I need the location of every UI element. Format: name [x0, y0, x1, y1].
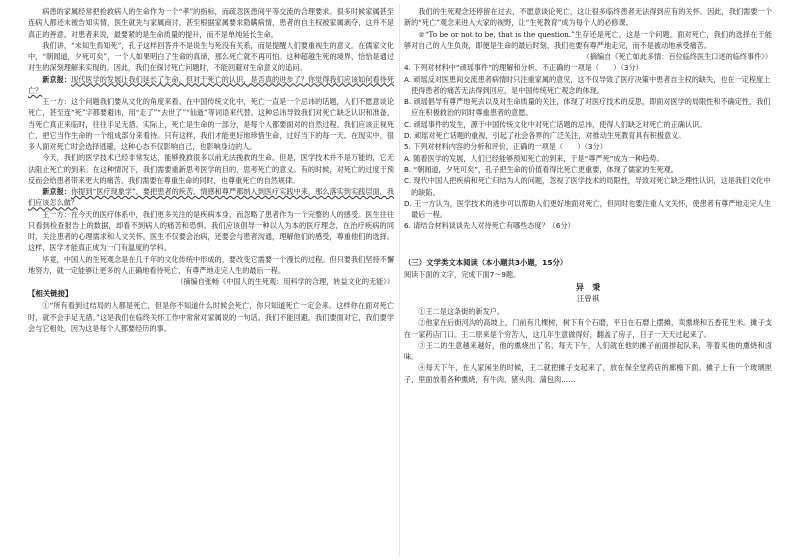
story-title: 异 秉	[575, 282, 601, 292]
answer-space[interactable]	[404, 244, 772, 256]
section-3-header: （三）文学类文本阅读（本小题共3小题，15分）	[404, 257, 568, 267]
related-link-1: ①“所有看到过结局的人都是死亡，但是你不知道什么时候会死亡，你只知道死亡一定会来。这样你在面对死亡时，就不会手足无措。”这是我们在临终关怀工作中常常对家属说的一句话。我们不能回避，我们要面对它，我们要学会与它相处，因为这是每个人都要经历的事。	[28, 301, 394, 333]
question-text: 现代医学的发展让我们延长了生命，但对于死亡的认识，是否真的进步了？你觉得我们应该如何看待死亡？	[28, 74, 394, 95]
source-citation: （摘编自张畅《中国人的生死观：用科学的合理，转益文化的无能》）	[176, 277, 394, 286]
question-4-option-a[interactable]: A. 顽瑶反对医患间交流患者病情时只注重家属的意见，这不仅导致了医疗决策中患者自主权的缺失，也在一定程度上使得患者的痛苦无法得到回应，是中国传统死亡观念的体现。	[404, 74, 771, 95]
question-text: 你提到“医疗现象学”，要把患者的疾苦、情感和尊严都纳入到医疗实践中来，那么落实到实践层面，我们应该怎么做？	[28, 187, 394, 208]
story-paragraph: ③王二的生意越来越好，他的熏烧出了名，每天下午，人们就在他的摊子前面排起队来，等着买他的熏烧和卤味。	[404, 340, 772, 361]
left-column	[28, 6, 394, 556]
question-5-option-d[interactable]: D. 王一方认为，医学技术的进步可以帮助人们更好地面对死亡，但同时也要注重人文关怀，使患者有尊严地走完人生最后一程。	[404, 198, 772, 220]
story-author: 汪曾祺	[576, 294, 600, 303]
interview-answer: 王一方：在今天的医疗体系中，我们更多关注的是疾病本身，而忽略了患者作为一个完整的人的感受。医生往往只看到检查报告上的数据，却看不到病人的痛苦和恐惧。我们应该倡导一种以人为本的医疗理念，在治疗疾病的同时，关注患者的心理需求和人文关怀。医生不仅要会治病，还要会与患者沟通，理解他们的感受，尊重他们的选择。这样，医学才能真正成为一门有温度的学科。	[28, 209, 394, 253]
source-citation: （摘编自《死亡如此多情：百位临终医生口述的临终事件》）	[582, 52, 772, 61]
right-column	[404, 6, 772, 556]
question-5-option-b[interactable]: B. “朝闻道，夕死可矣”，孔子把生命的价值看得比死亡更重要，体现了儒家的生死观。	[404, 164, 678, 174]
question-5-stem: 5. 下列对材料内容的分析和评价，正确的一项是（ ）（3分）	[404, 142, 607, 152]
section-3-instructions: 阅读下面的文字，完成下面7～9题。	[404, 269, 521, 279]
question-4-stem: 4. 下列对材料中“顽瑶事件”的理解和分析，不正确的一项是（ ）（3分）	[404, 63, 643, 73]
paragraph: 我们讲，“未知生焉知死”，孔子这样回答并不是说生与死没有关系，而是提醒人们要重视生的意义。在儒家文化中，“朝闻道，夕死可矣”，一个人如果明白了生命的真谛，那么死亡就不再可怕。这种超越生死的境界，恰恰是通过对生的深刻理解来实现的。因此，我们在探讨死亡问题时，不能回避对生命意义的追问。	[28, 40, 394, 73]
question-4-option-c[interactable]: C. 顽瑶事件的发生，源于中国传统文化中对死亡话题的忌讳，使得人们缺乏对死亡的正确认识。	[404, 119, 707, 129]
question-5-option-c[interactable]: C. 现代中国人把疾病和死亡归结为人的问题，忽视了医学技术的局限性，导致对死亡缺乏理性认识，这是我们文化中的缺陷。	[404, 176, 771, 197]
paragraph: 病患的家属经常把抢救病人的生命作为一个“孝”的指标，而疏忽医患间平等交流的合理要求。很多时候家属甚至连病人都还未被告知实情，医生就先与家属商讨，甚至根据家属要求隐瞒病情，患者的自主权被家属剥夺，这并不是真正的善意。对患者来说，最要紧的是生命质量的提升，而不是单纯延长生命。	[28, 7, 394, 39]
story-paragraph: ①王二是这条街的新发户。	[418, 307, 504, 316]
speaker-label: 新京报：	[42, 74, 72, 84]
paragraph: 毕竟，中国人的生死观念是在几千年的文化传统中形成的，要改变它需要一个漫长的过程。但只要我们坚持不懈地努力，就一定能够让更多的人正确地看待死亡，有尊严地走完人生的最后一程。	[28, 254, 394, 275]
question-4-option-d[interactable]: D. 顽瑶对死亡话题的重视，引起了社会各界的广泛关注，对推动生死教育具有积极意义。	[404, 131, 686, 141]
interview-question	[28, 74, 394, 97]
column-divider	[399, 4, 400, 556]
answer-space[interactable]	[404, 232, 772, 244]
question-5-option-a[interactable]: A. 随着医学的发展，人们已经能够预知死亡的到来，于是“尊严死”成为一种趋势。	[404, 153, 664, 163]
related-link-1-continued: 我们的生死观念还停留在过去，不愿意谈论死亡，这让很多临终患者无法得到应有的关怀。因此，我们需要一个新的“死亡”观念来进入大家的视野，让“生死教育”成为每个人的必修课。	[404, 7, 772, 28]
related-link-2: ②“To be or not to be, that is the question.”生存还是死亡，这是一个问题。面对死亡，我们的选择在于能够对自己的人生负责，即便是生命的最后时刻，我们也要有尊严地走完，而不是被动地承受痛苦。	[404, 29, 772, 50]
story-paragraph: ②他家在后街河沟的高坡上，门前有几棵树，树下有个石磨，平日在石磨上摆摊，卖熏烧和五香花生米。摊子支在一家药店门口。王二原来是个穷苦人，这几年生意做得好，翻盖了房子，日子一天天过起来了。	[404, 318, 772, 339]
speaker-label: 新京报：	[42, 187, 71, 196]
related-links-header: 【相关链接】	[28, 289, 73, 299]
question-4-option-b[interactable]: B. 顽瑶倡导有尊严地死去以及对生命质量的关注，体现了对医疗技术的反思，即面对医学的局限性和不确定性，我们应在积极救治的同时尊重患者的意愿。	[404, 97, 771, 118]
story-paragraph: ④每天下午，在人家闲坐的时候，王二就把摊子支起来了，放在保全堂药店的廊檐下面。摊子上有一个玻璃匣子，里面放着各种熏烧，有牛肉、猪头肉、蒲包肉……	[404, 363, 772, 384]
question-6-stem: 6. 请结合材料谈谈先人对待死亡有哪些态度？（6分）	[404, 221, 575, 231]
interview-answer: 王一方：这个问题我们要从文化的角度来看。在中国传统文化中，死亡一直是一个忌讳的话题，人们不愿意谈论死亡，甚至连“死”字都要避讳，用“走了”“去世了”“仙逝”等词语来代替。这种忌讳导致我们对死亡缺乏认识和准备，当死亡真正来临时，往往手足无措。实际上，死亡是生命的一部分，是每个人都要面对的自然过程。我们应该正视死亡，把它当作生命的一个组成部分来看待。只有这样，我们才能更好地珍惜生命，过好当下的每一天。在现实中，很多人面对死亡时会选择逃避，这种心态不仅影响自己，也影响身边的人。	[28, 97, 394, 151]
interview-question	[28, 186, 394, 209]
paragraph: 今天，我们的医学技术已经非常发达，能够挽救很多以前无法挽救的生命。但是，医学技术并不是万能的，它无法阻止死亡的到来。在这种情况下，我们需要重新思考医学的目的，思考死亡的意义。有的时候，对死亡的过度干预反而会给患者带来更大的痛苦。我们需要在尊重生命的同时，也尊重死亡的自然规律。	[28, 153, 394, 185]
